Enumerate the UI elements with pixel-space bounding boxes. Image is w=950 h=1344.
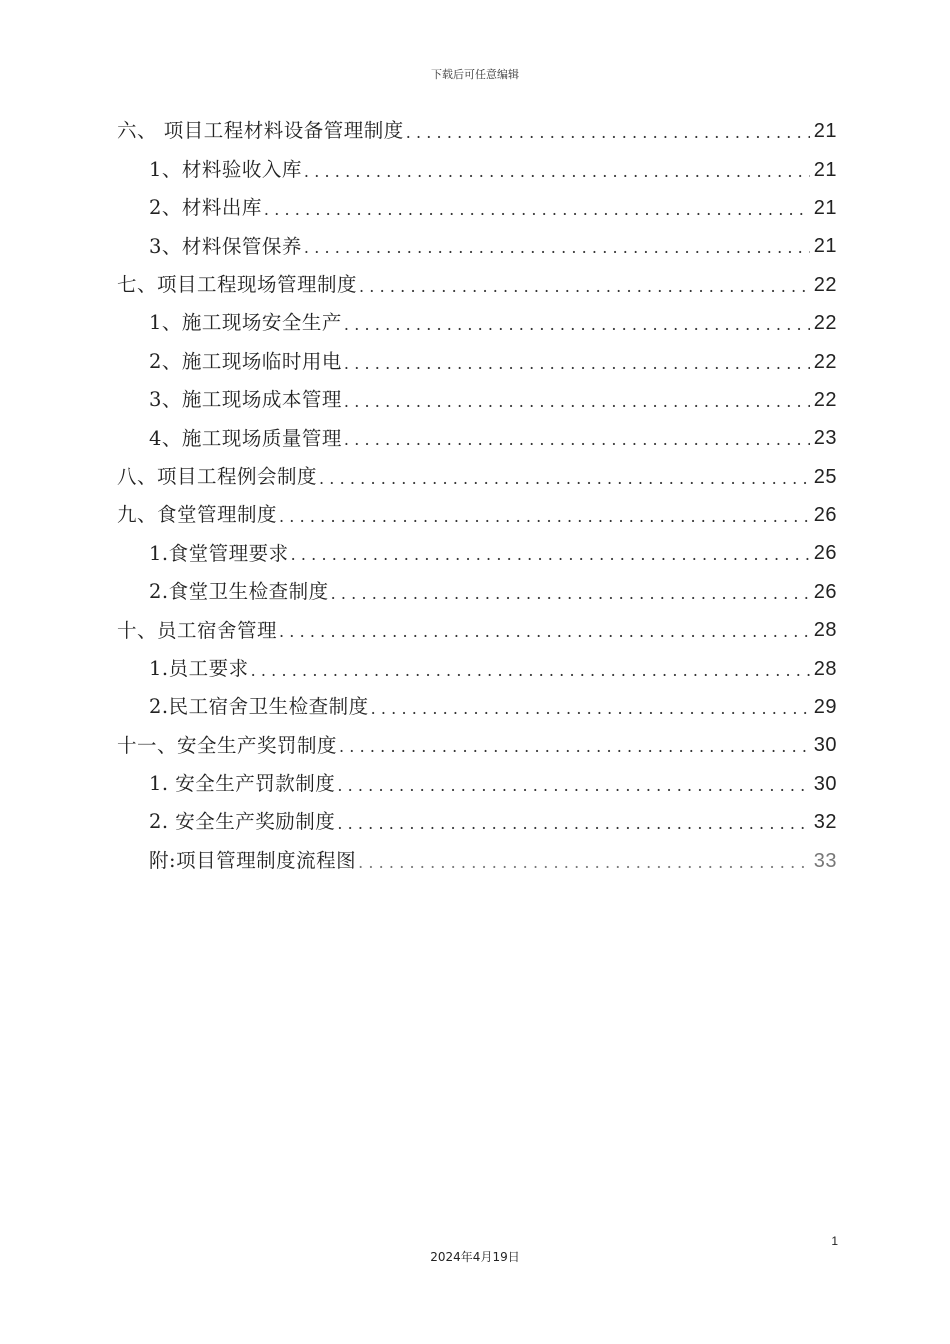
toc-entry-title: 十、员工宿舍管理 xyxy=(117,618,278,642)
page-footer-date: 2024年4月19日 xyxy=(430,1250,520,1264)
toc-entry-page: 26 xyxy=(813,542,837,565)
toc-entry-title: 2.民工宿舍卫生检查制度 xyxy=(149,695,369,719)
toc-entry[interactable] xyxy=(117,726,837,764)
toc-dot-leader xyxy=(319,471,810,487)
toc-entry-page: 28 xyxy=(813,657,837,680)
toc-entry-page: 25 xyxy=(813,465,837,488)
toc-entry-page: 22 xyxy=(813,350,837,373)
toc-dot-leader xyxy=(344,356,810,372)
toc-entry-page: 33 xyxy=(813,849,837,872)
toc-entry-title: 2、材料出库 xyxy=(149,196,262,220)
toc-entry-page: 21 xyxy=(813,196,837,219)
toc-entry-title: 2、施工现场临时用电 xyxy=(149,349,342,373)
toc-entry-title: 3、材料保管保养 xyxy=(149,234,302,258)
toc-entry[interactable] xyxy=(117,534,837,572)
toc-entry-title: 3、施工现场成本管理 xyxy=(149,388,342,412)
toc-dot-leader xyxy=(344,317,810,333)
page-header: 下载后可任意编辑 xyxy=(431,68,519,81)
toc-dot-leader xyxy=(279,624,810,640)
toc-entry-title: 六、 项目工程材料设备管理制度 xyxy=(117,119,404,143)
toc-entry[interactable] xyxy=(117,611,837,649)
toc-entry[interactable] xyxy=(117,112,837,150)
toc-entry-page: 30 xyxy=(813,734,837,757)
toc-dot-leader xyxy=(406,125,810,141)
toc-dot-leader xyxy=(344,394,810,410)
toc-entry-title: 2.食堂卫生检查制度 xyxy=(149,580,329,604)
toc-entry[interactable] xyxy=(117,150,837,188)
toc-entry-page: 28 xyxy=(813,619,837,642)
toc-dot-leader xyxy=(291,547,810,563)
toc-dot-leader xyxy=(251,663,810,679)
toc-entry-page: 26 xyxy=(813,580,837,603)
toc-entry[interactable] xyxy=(117,649,837,687)
toc-entry-page: 22 xyxy=(813,388,837,411)
toc-dot-leader xyxy=(337,816,809,832)
toc-dot-leader xyxy=(304,164,810,180)
toc-dot-leader xyxy=(359,279,810,295)
toc-dot-leader xyxy=(279,509,810,525)
toc-dot-leader xyxy=(331,586,810,602)
toc-entry-page: 30 xyxy=(813,772,837,795)
toc-entry[interactable] xyxy=(117,803,837,841)
toc-entry[interactable] xyxy=(117,381,837,419)
toc-dot-leader xyxy=(371,701,810,717)
toc-entry-title: 九、食堂管理制度 xyxy=(117,503,278,527)
toc-entry-page: 22 xyxy=(813,312,837,335)
toc-entry-title: 1.员工要求 xyxy=(149,656,249,680)
toc-entry[interactable] xyxy=(117,342,837,380)
toc-entry[interactable] xyxy=(117,189,837,227)
toc-entry-page: 32 xyxy=(813,811,837,834)
toc-dot-leader xyxy=(304,240,810,256)
toc-entry[interactable] xyxy=(117,266,837,304)
toc-entry-page: 21 xyxy=(813,235,837,258)
toc-entry[interactable] xyxy=(117,304,837,342)
toc-entry-title: 八、项目工程例会制度 xyxy=(117,464,318,488)
toc-entry-title: 4、施工现场质量管理 xyxy=(149,426,342,450)
toc-entry-title: 1. 安全生产罚款制度 xyxy=(149,772,336,796)
toc-dot-leader xyxy=(358,855,810,871)
toc-entry-page: 21 xyxy=(813,158,837,181)
toc-entry-page: 26 xyxy=(813,504,837,527)
toc-dot-leader xyxy=(339,739,810,755)
toc-entry[interactable] xyxy=(117,841,837,879)
toc-entry[interactable] xyxy=(117,496,837,534)
toc-entry-page: 29 xyxy=(813,696,837,719)
toc-entry[interactable] xyxy=(117,688,837,726)
toc-entry-title: 十一、安全生产奖罚制度 xyxy=(117,733,338,757)
toc-entry[interactable] xyxy=(117,765,837,803)
toc-entry-title: 2. 安全生产奖励制度 xyxy=(149,810,336,834)
toc-entry[interactable] xyxy=(117,419,837,457)
toc-entry-page: 21 xyxy=(813,120,837,143)
toc-entry-page: 23 xyxy=(813,427,837,450)
toc-entry-title: 1、材料验收入库 xyxy=(149,157,302,181)
toc-entry-title: 1.食堂管理要求 xyxy=(149,541,289,565)
toc-entry-title: 附:项目管理制度流程图 xyxy=(149,848,357,872)
toc-entry[interactable] xyxy=(117,573,837,611)
page-number: 1 xyxy=(831,1234,838,1248)
toc-dot-leader xyxy=(337,778,809,794)
toc-entry[interactable] xyxy=(117,458,837,496)
toc-entry-title: 1、施工现场安全生产 xyxy=(149,311,342,335)
toc-dot-leader xyxy=(344,432,810,448)
toc-entry-title: 七、项目工程现场管理制度 xyxy=(117,273,358,296)
table-of-contents xyxy=(117,112,837,880)
toc-entry[interactable] xyxy=(117,227,837,265)
toc-dot-leader xyxy=(264,202,810,218)
toc-entry-page: 22 xyxy=(813,273,837,296)
